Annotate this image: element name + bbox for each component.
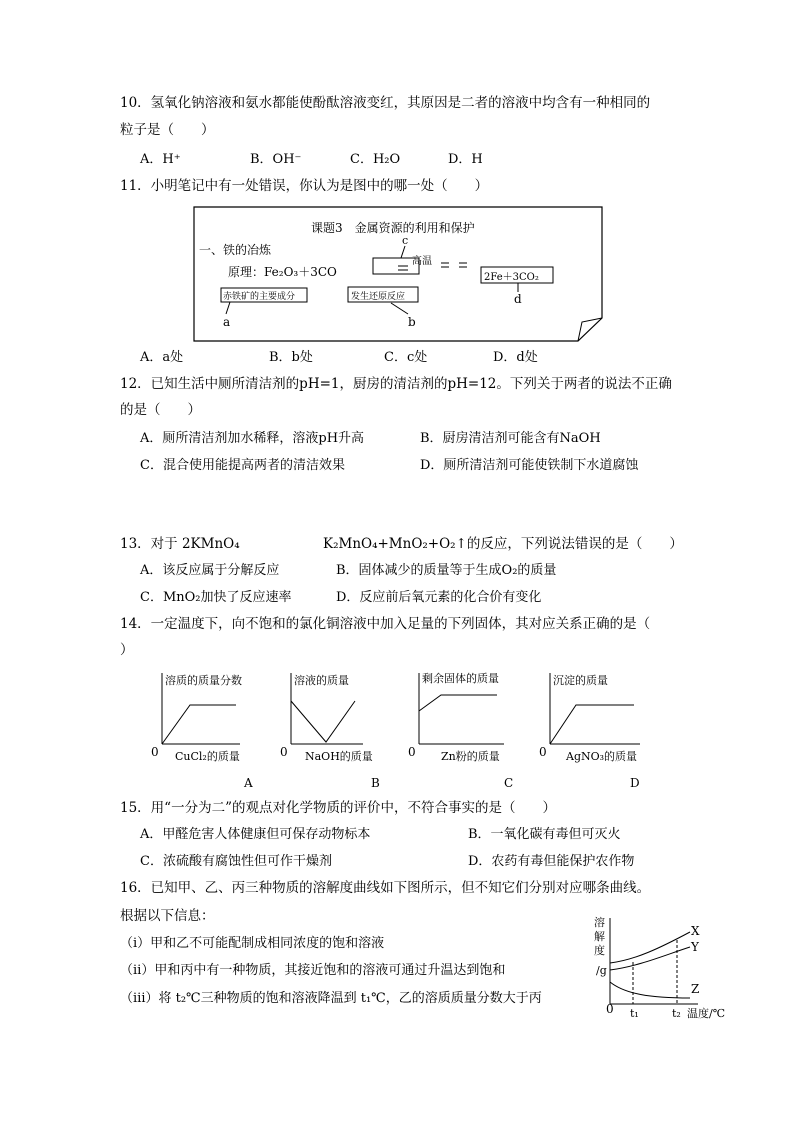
q11-note-figure xyxy=(193,206,603,342)
q12-option-c: C．混合使用能提高两者的清洁效果 xyxy=(140,458,345,473)
solubility-ylabel-1: 溶 xyxy=(594,916,605,929)
note-mark-d: d xyxy=(514,292,522,306)
solubility-xlabel: 温度/℃ xyxy=(687,1007,726,1020)
note-mark-b: b xyxy=(408,315,416,329)
graph-a-ylabel: 溶质的质量分数 xyxy=(165,674,242,687)
q12-option-b: B．厨房清洁剂可能含有NaOH xyxy=(420,431,601,446)
note-mark-c: c xyxy=(402,234,409,247)
solubility-ylabel-3: 度 xyxy=(594,944,605,957)
q10-option-a: A．H⁺ xyxy=(140,152,181,167)
graph-b-origin: 0 xyxy=(280,745,288,759)
q14-graph-d xyxy=(536,668,676,790)
graph-c-origin: 0 xyxy=(408,745,416,759)
q11-stem: 11．小明笔记中有一处错误，你认为是图中的哪一处（ ） xyxy=(120,178,489,194)
q15-option-b: B．一氧化碳有毒但可灭火 xyxy=(468,827,621,842)
solubility-curve-y: Y xyxy=(691,940,699,954)
q12-stem-line2: 的是（ ） xyxy=(120,402,201,418)
q13-option-d: D．反应前后氧元素的化合价有变化 xyxy=(336,590,542,605)
q14-graph-b xyxy=(277,668,402,790)
note-mark-a: a xyxy=(223,315,231,329)
q13-stem-left: 13．对于 2KMnO₄ xyxy=(120,536,240,552)
q10-stem-line1: 10．氢氧化钠溶液和氨水都能使酚酞溶液变红，其原因是二者的溶液中均含有一种相同的 xyxy=(120,95,651,111)
graph-c-letter: C xyxy=(504,776,514,790)
graph-d-letter: D xyxy=(630,776,640,790)
q14-stem-line2: ） xyxy=(120,642,134,658)
graph-c-xlabel: Zn粉的质量 xyxy=(441,750,500,763)
graph-a-xlabel: CuCl₂的质量 xyxy=(175,750,240,763)
q16-info-1: （ⅰ）甲和乙不可能配制成相同浓度的饱和溶液 xyxy=(120,936,385,951)
q16-solubility-graph xyxy=(590,910,735,1022)
q11-option-a: A．a处 xyxy=(140,350,184,365)
note-label-a-box: 赤铁矿的主要成分 xyxy=(223,292,296,302)
q15-option-d: D．农药有毒但能保护农作物 xyxy=(468,854,635,869)
note-condition: 高温 xyxy=(412,256,432,267)
q15-stem: 15．用“一分为二”的观点对化学物质的评价中，不符合事实的是（ ） xyxy=(120,800,556,816)
graph-d-xlabel: AgNO₃的质量 xyxy=(566,750,638,763)
q16-stem-line1: 16．已知甲、乙、丙三种物质的溶解度曲线如下图所示，但不知它们分别对应哪条曲线。 xyxy=(120,880,651,896)
solubility-ylabel-4: /g xyxy=(596,964,607,977)
solubility-origin: 0 xyxy=(606,1002,614,1016)
graph-b-xlabel: NaOH的质量 xyxy=(305,750,373,763)
q10-stem-line2: 粒子是（ ） xyxy=(120,122,215,138)
q16-info-3: （ⅲ）将 t₂℃三种物质的饱和溶液降温到 t₁℃，乙的溶质质量分数大于丙 xyxy=(120,991,542,1006)
q12-option-a: A．厕所清洁剂加水稀释，溶液pH升高 xyxy=(140,431,365,446)
q14-stem-line1: 14．一定温度下，向不饱和的氯化铜溶液中加入足量的下列固体，其对应关系正确的是（ xyxy=(120,616,651,632)
q15-option-a: A．甲醛危害人体健康但可保存动物标本 xyxy=(140,827,371,842)
note-principle: 原理：Fe₂O₃＋3CO xyxy=(228,265,337,279)
solubility-curve-z: Z xyxy=(691,982,700,996)
q13-stem-right: K₂MnO₄+MnO₂+O₂↑的反应，下列说法错误的是（ ） xyxy=(323,536,683,552)
graph-a-letter: A xyxy=(244,776,253,790)
q15-option-c: C．浓硫酸有腐蚀性但可作干燥剂 xyxy=(140,854,332,869)
note-title: 课题3 金属资源的利用和保护 xyxy=(311,221,475,235)
note-product: 2Fe＋3CO₂ xyxy=(484,272,539,283)
q12-option-d: D．厕所清洁剂可能使铁制下水道腐蚀 xyxy=(420,458,639,473)
q16-stem-line2: 根据以下信息： xyxy=(120,908,215,924)
q13-option-a: A．该反应属于分解反应 xyxy=(140,563,280,578)
graph-c-ylabel: 剩余固体的质量 xyxy=(422,672,499,685)
note-label-b-box: 发生还原反应 xyxy=(351,292,406,302)
q10-option-d: D．H xyxy=(448,152,483,167)
q14-graph-c xyxy=(405,664,540,790)
graph-a-origin: 0 xyxy=(151,745,159,759)
solubility-t2: t₂ xyxy=(672,1007,681,1020)
note-section: 一、铁的冶炼 xyxy=(199,243,272,257)
q10-option-b: B．OH⁻ xyxy=(250,152,302,167)
q16-info-2: （ⅱ）甲和丙中有一种物质，其接近饱和的溶液可通过升温达到饱和 xyxy=(120,963,506,978)
graph-b-letter: B xyxy=(371,776,380,790)
q10-option-c: C．H₂O xyxy=(350,152,401,167)
solubility-ylabel-2: 解 xyxy=(594,930,605,943)
solubility-curve-x: X xyxy=(691,924,700,938)
graph-b-ylabel: 溶液的质量 xyxy=(294,674,349,687)
graph-d-ylabel: 沉淀的质量 xyxy=(553,674,608,687)
q13-option-b: B．固体减少的质量等于生成O₂的质量 xyxy=(336,563,557,578)
q12-stem-line1: 12．已知生活中厕所清洁剂的pH=1，厨房的清洁剂的pH=12。下列关于两者的说法不正确 xyxy=(120,376,672,392)
q13-option-c: C．MnO₂加快了反应速率 xyxy=(140,590,292,605)
q14-graph-a xyxy=(145,668,270,790)
q11-option-d: D．d处 xyxy=(493,350,538,365)
graph-d-origin: 0 xyxy=(539,745,547,759)
q11-option-c: C．c处 xyxy=(384,350,428,365)
solubility-t1: t₁ xyxy=(630,1007,639,1020)
q11-option-b: B．b处 xyxy=(269,350,313,365)
